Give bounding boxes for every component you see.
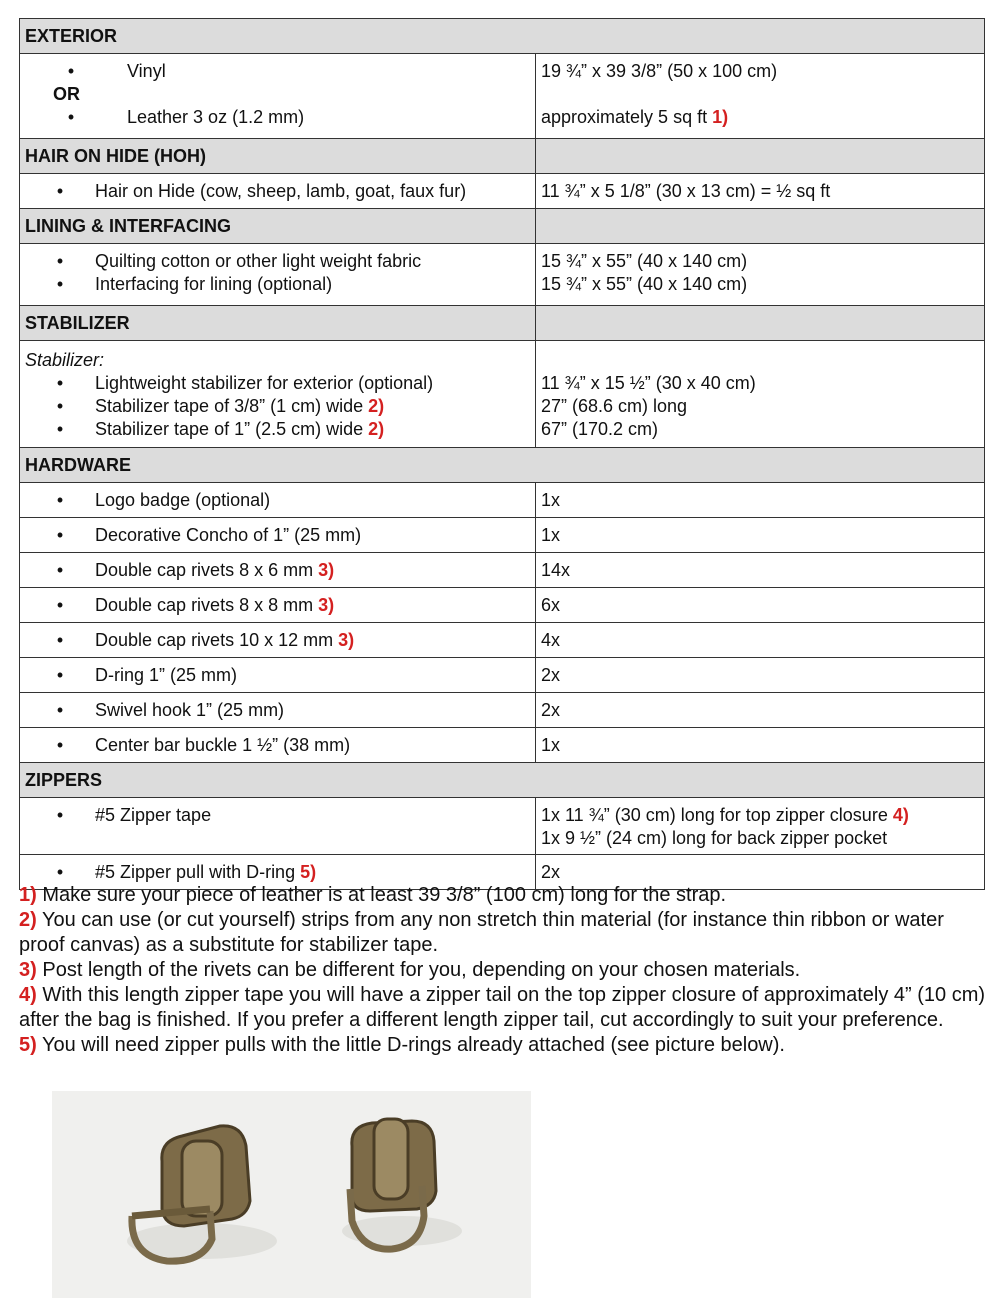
table-row xyxy=(20,728,985,763)
section-header-hoh xyxy=(20,139,985,174)
item-label: Center bar buckle 1 ½” (38 mm) xyxy=(95,734,351,755)
amount: 2x xyxy=(536,658,985,693)
item-label: Logo badge (optional) xyxy=(95,489,271,510)
item-label: Double cap rivets 8 x 6 mm xyxy=(95,559,314,580)
bullet-icon: • xyxy=(56,699,64,720)
list-item xyxy=(25,734,530,757)
section-header-lining xyxy=(20,209,985,244)
amount: 11 ¾” x 5 1/8” (30 x 13 cm) = ½ sq ft xyxy=(536,174,985,209)
footnote-text: You will need zipper pulls with the little D-rings already attached (see picture below). xyxy=(36,1034,785,1056)
item-label: Interfacing for lining (optional) xyxy=(95,274,333,294)
bullet-icon: • xyxy=(56,274,64,294)
bullet-icon: • xyxy=(67,61,75,81)
footnote xyxy=(19,883,989,908)
section-title: HAIR ON HIDE (HOH) xyxy=(20,139,536,174)
item-label: Double cap rivets 10 x 12 mm xyxy=(95,629,334,650)
footnote-number: 1) xyxy=(19,884,37,906)
amount: 14x xyxy=(536,553,985,588)
table-row xyxy=(20,553,985,588)
item-label: D-ring 1” (25 mm) xyxy=(95,664,238,685)
bullet-icon: • xyxy=(56,805,64,825)
table-row xyxy=(20,623,985,658)
footnote-number: 3) xyxy=(19,959,37,981)
amount: 27” (68.6 cm) long xyxy=(541,396,688,416)
amount: 1x xyxy=(536,518,985,553)
footnote-text: Post length of the rivets can be different for you, depending on your chosen materials. xyxy=(36,959,801,981)
footnote-number: 4) xyxy=(19,984,37,1006)
amount: approximately 5 sq ft 1) xyxy=(541,107,729,127)
bullet-icon: • xyxy=(56,559,64,580)
amount: 2x xyxy=(536,693,985,728)
amount: 6x xyxy=(536,588,985,623)
bullet-icon: • xyxy=(56,251,64,271)
bullet-icon: • xyxy=(67,107,75,127)
item-label: Stabilizer tape of 3/8” (1 cm) wide xyxy=(95,396,364,416)
bullet-icon: • xyxy=(56,629,64,650)
list-item xyxy=(25,664,530,687)
section-title: STABILIZER xyxy=(20,306,536,341)
amount: 2x xyxy=(536,855,985,890)
amount: 19 ¾” x 39 3/8” (50 x 100 cm) xyxy=(541,61,778,81)
amount: 4x xyxy=(536,623,985,658)
amount: 15 ¾” x 55” (40 x 140 cm) xyxy=(541,274,748,294)
footnote xyxy=(19,983,989,1033)
amount: 1x 9 ½” (24 cm) long for back zipper pocket xyxy=(541,828,888,848)
list-item xyxy=(25,418,530,441)
list-item xyxy=(25,861,530,884)
table-row xyxy=(20,518,985,553)
note-ref: 2) xyxy=(368,419,385,439)
bullet-icon: • xyxy=(56,396,64,416)
list-item xyxy=(25,629,530,652)
list-item xyxy=(25,273,530,296)
stabilizer-label: Stabilizer: xyxy=(25,350,105,370)
list-item xyxy=(25,180,530,203)
note-ref: 2) xyxy=(368,396,385,416)
amount: 67” (170.2 cm) xyxy=(541,419,659,439)
amount: 11 ¾” x 15 ½” (30 x 40 cm) xyxy=(541,373,756,393)
footnote-text: Make sure your piece of leather is at least 39 3/8” (100 cm) long for the strap. xyxy=(36,884,727,906)
stabilizer-row xyxy=(20,341,985,448)
list-item xyxy=(25,594,530,617)
list-item xyxy=(25,60,530,83)
zipper-pulls-photo xyxy=(52,1091,531,1298)
table-row xyxy=(20,693,985,728)
footnote-number: 5) xyxy=(19,1034,37,1056)
list-item xyxy=(25,106,530,129)
amount: 1x 11 ¾” (30 cm) long for top zipper closure 4) xyxy=(541,805,909,825)
section-title: EXTERIOR xyxy=(20,19,985,54)
bullet-icon: • xyxy=(56,524,64,545)
item-label: Swivel hook 1” (25 mm) xyxy=(95,699,285,720)
hoh-row xyxy=(20,174,985,209)
list-item xyxy=(25,395,530,418)
item-label: #5 Zipper tape xyxy=(95,805,212,825)
footnote-number: 2) xyxy=(19,909,37,931)
list-item xyxy=(25,699,530,722)
section-header-zippers xyxy=(20,763,985,798)
note-ref: 5) xyxy=(300,861,317,882)
item-label: Double cap rivets 8 x 8 mm xyxy=(95,594,314,615)
amount: 1x xyxy=(536,483,985,518)
item-label: Decorative Concho of 1” (25 mm) xyxy=(95,524,362,545)
footnotes xyxy=(19,883,989,1058)
exterior-row xyxy=(20,54,985,139)
amount: 1x xyxy=(536,728,985,763)
footnote xyxy=(19,958,989,983)
list-item xyxy=(25,489,530,512)
item-label: Hair on Hide (cow, sheep, lamb, goat, faux fur) xyxy=(95,180,467,201)
bullet-icon: • xyxy=(56,180,64,201)
section-title: LINING & INTERFACING xyxy=(20,209,536,244)
list-item xyxy=(25,559,530,582)
item-label: Vinyl xyxy=(127,61,166,81)
table-row xyxy=(20,588,985,623)
section-title: HARDWARE xyxy=(20,448,985,483)
materials-table xyxy=(19,18,985,890)
section-header-hardware xyxy=(20,448,985,483)
item-label: Stabilizer tape of 1” (2.5 cm) wide xyxy=(95,419,364,439)
amount: 15 ¾” x 55” (40 x 140 cm) xyxy=(541,251,748,271)
item-label: Lightweight stabilizer for exterior (optional) xyxy=(95,373,434,393)
section-title: ZIPPERS xyxy=(20,763,985,798)
footnote xyxy=(19,1033,989,1058)
item-label: #5 Zipper pull with D-ring xyxy=(95,861,296,882)
zipper-tape-row xyxy=(20,798,985,855)
bullet-icon: • xyxy=(56,664,64,685)
bullet-icon: • xyxy=(56,419,64,439)
bullet-icon: • xyxy=(56,594,64,615)
note-ref: 1) xyxy=(712,107,729,127)
note-ref: 3) xyxy=(338,629,355,650)
note-ref: 3) xyxy=(318,594,335,615)
or-label: OR xyxy=(53,84,80,104)
list-item xyxy=(25,804,530,827)
list-item xyxy=(25,372,530,395)
footnote-text: With this length zipper tape you will have a zipper tail on the top zipper closure of approximately 4” (10 cm) after the bag is finished. If you prefer a different length zipper tail, cut accordingly to suit your preference. xyxy=(19,984,986,1031)
table-row xyxy=(20,483,985,518)
note-ref: 3) xyxy=(318,559,335,580)
note-ref: 4) xyxy=(892,805,909,825)
item-label: Quilting cotton or other light weight fabric xyxy=(95,251,422,271)
section-header-stabilizer xyxy=(20,306,985,341)
list-item xyxy=(25,524,530,547)
list-item xyxy=(25,250,530,273)
bullet-icon: • xyxy=(56,861,64,882)
table-row xyxy=(20,658,985,693)
lining-row xyxy=(20,244,985,306)
footnote xyxy=(19,908,989,958)
bullet-icon: • xyxy=(56,373,64,393)
item-label: Leather 3 oz (1.2 mm) xyxy=(127,107,305,127)
footnote-text: You can use (or cut yourself) strips from any non stretch thin material (for instance thin ribbon or water proof canvas) as a substitute for stabilizer tape. xyxy=(19,909,944,956)
bullet-icon: • xyxy=(56,734,64,755)
section-header-exterior xyxy=(20,19,985,54)
bullet-icon: • xyxy=(56,489,64,510)
